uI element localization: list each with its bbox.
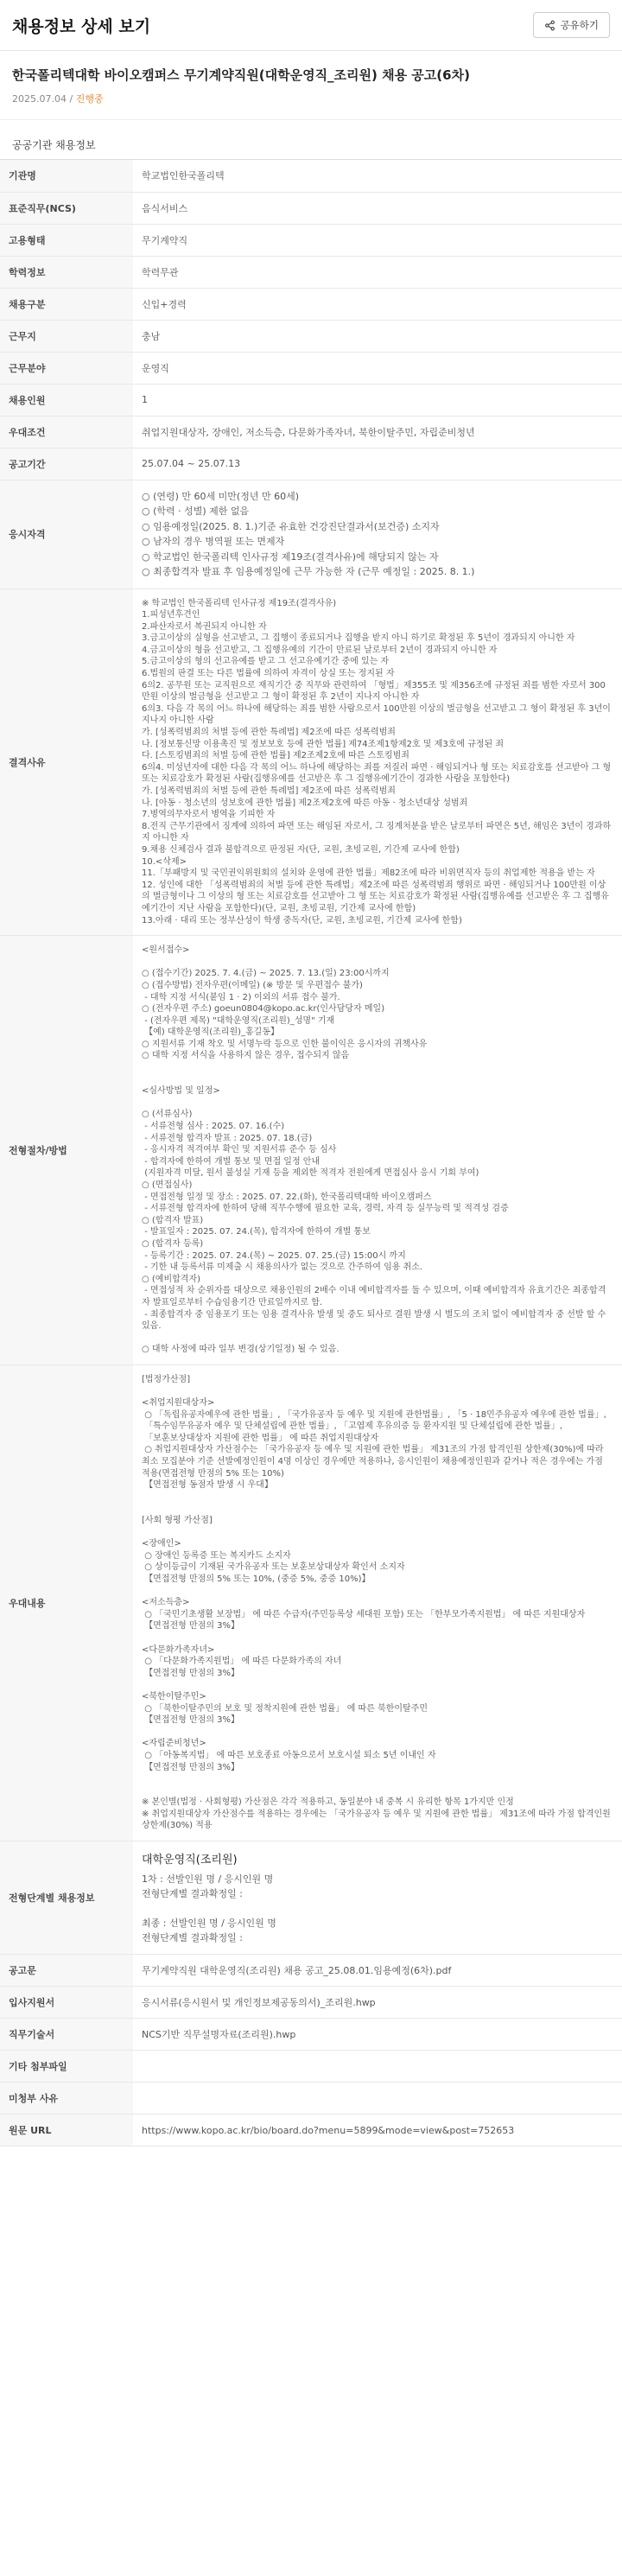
row-value-attachments [133, 2051, 622, 2083]
job-meta [12, 92, 610, 105]
share-button[interactable] [533, 12, 610, 38]
table-row [0, 2019, 622, 2051]
row-label-institution: 기관명 [0, 160, 133, 192]
table-row [0, 1364, 622, 1841]
row-label-url: 원문 URL [0, 2115, 133, 2147]
share-icon [544, 20, 555, 31]
row-label-notice-file: 공고문 [0, 1955, 133, 1987]
table-row [0, 1955, 622, 1987]
table-row [0, 1841, 622, 1955]
row-label-attachments: 기타 첨부파일 [0, 2051, 133, 2083]
row-label-employment: 고용형태 [0, 224, 133, 256]
posted-date: 2025.07.04 / [12, 93, 73, 105]
table-row [0, 224, 622, 256]
row-label-education: 학력정보 [0, 256, 133, 288]
row-label-description: 직무기술서 [0, 2019, 133, 2051]
row-label-preferential: 우대내용 [0, 1364, 133, 1841]
row-label-hire-type: 채용구분 [0, 288, 133, 320]
table-row [0, 320, 622, 352]
table-row [0, 192, 622, 224]
row-label-period: 공고기간 [0, 448, 133, 480]
job-info-table [0, 160, 622, 2147]
job-header [0, 51, 622, 120]
row-value-disqualification: ※ 학교법인 한국폴리텍 인사규정 제19조(결격사유) 1.피성년후견인 2.파산자로서 복권되지 아니한 자 3.금고이상의 실형을 선고받고, 그 집행이 종료되거나 집행을 받지 아니 하기로 확정된 후 5년이 경과되지 아니한 자 4.금고이상의 형을 선고받고, 그 집행유예의 기간이 만료된 날로부터 2년이 경과되지 아니한 자 5.금고이상의 형의 선고유예를 받고 그 선고유예기간 중에 있는 자 6.법원의 판결 또는 다른 법률에 의하여 자격이 상실 또는 정지된 자 6의2. 공무원 또는 교직원으로 재직기간 중 직무와 관련하여 「형법」제355조 및 제356조에 규정된 죄를 범한 자로서 300만원 이상의 벌금형을 선고받고 그 형이 확정된 후 2년이 지나지 아니한 자 6의3. 다음 각 목의 어느 하나에 해당하는 죄를 범한 사람으로서 100만원 이상의 벌금형을 선고받고 그 형이 확정된 후 3년이 지나지 아니한 사람 가. [성폭력범죄의 처벌 등에 관한 특례법] 제2조에 따른 성폭력범죄 나. [정보통신망 이용촉진 및 정보보호 등에 관한 법률] 제74조제1항제2호 및 제3호에 규정된 죄 다. [스토킹범죄의 처벌 등에 관한 법률] 제2조제2호에 따른 스토킹범죄 6의4. 미성년자에 대한 다음 각 목의 어느 하나에 해당하는 죄를 저질러 파면 · 해임되거나 형 또는 치료감호를 선고받아 그 형 또는 치료감호가 확정된 사람(집행유예를 선고받은 후 그 집행유예기간이 경과한 사람을 포함한다) 가. [성폭력범죄의 처벌 등에 관한 특례법] 제2조에 따른 성폭력범죄 나. [아동 · 청소년의 성보호에 관한 법률] 제2조제2호에 따른 아동 · 청소년대상 성범죄 7.병역의무자로서 병역을 기피한 자 8.전직 근무기관에서 징계에 의하여 파면 또는 해임된 자로서, 그 징계처분을 받은 날로부터 파면은 5년, 해임은 3년이 경과하지 아니한 자 9.채용 신체검사 결과 불합격으로 판정된 자(단, 교원, 초빙교원, 기간제 교사에 한함) 10.<삭제> 11.「부패방지 및 국민권익위원회의 설치와 운영에 관한 법률」제82조에 따라 비위면직자 등의 취업제한 적용을 받는 자 12. 성인에 대한 「성폭력범죄의 처벌 등에 관한 특례법」제2조에 따른 성폭력범죄 행위로 파면 · 해임되거나 100만원 이상의 벌금형이나 그 이상의 형 또는 치료감호를 선고받아 그 형 또는 치료감호가 확정된 사람(집행유예를 선고받은 후 그 집행유예기간이 지난 사람을 포함한다)(단, 교원, 초빙교원, 기간제 교사에 한함) 13.아래 · 대리 또는 정부산성이 학생 중독자(단, 교원, 초빙교원, 기간제 교사에 한함) [133, 588, 622, 936]
row-label-application: 입사지원서 [0, 1987, 133, 2019]
application-file-link[interactable]: 응시서류(응시원서 및 개인정보제공동의서)_조리원.hwp [133, 1987, 622, 2019]
row-label-location: 근무지 [0, 320, 133, 352]
row-label-procedure: 전형절차/방법 [0, 936, 133, 1365]
table-row [0, 2115, 622, 2147]
status-badge: 진행중 [75, 93, 104, 105]
job-title: 한국폴리텍대학 바이오캠퍼스 무기계약직원(대학운영직_조리원) 채용 공고(6차) [12, 67, 470, 83]
row-label-ncs: 표준직무(NCS) [0, 192, 133, 224]
table-row [0, 480, 622, 588]
per-area-name: 대학운영직(조리원) [142, 1854, 238, 1867]
table-row [0, 160, 622, 192]
row-label-per-area: 전형단계별 채용정보 [0, 1841, 133, 1955]
row-value-preference: 취업지원대상자, 장애인, 저소득층, 다문화가족자녀, 북한이탈주민, 자립준비청년 [133, 416, 622, 448]
row-value-headcount: 1 [133, 384, 622, 416]
share-label: 공유하기 [560, 19, 599, 31]
row-value-per-area [133, 1841, 622, 1955]
table-row [0, 2083, 622, 2115]
row-value-period: 25.07.04 ~ 25.07.13 [133, 448, 622, 480]
row-label-no-hire-reason: 미청부 사유 [0, 2083, 133, 2115]
table-row [0, 448, 622, 480]
row-label-field: 근무분야 [0, 352, 133, 384]
table-row [0, 288, 622, 320]
row-value-ncs: 음식서비스 [133, 192, 622, 224]
row-label-preference: 우대조건 [0, 416, 133, 448]
row-value-qualification: ○ (연령) 만 60세 미만(정년 만 60세) ○ (학력 · 성별) 제한 없음 ○ 임용예정일(2025. 8. 1.)기준 유효한 건강진단결과서(보건증) 소지자 ○ 남자의 경우 병역필 또는 면제자 ○ 학교법인 한국폴리텍 인사규정 제19조(결격사유)에 해당되지 않는 자 ○ 최종합격자 발표 후 임용예정일에 근무 가능한 자 (근무 예정일 : 2025. 8. 1.) [133, 480, 622, 588]
description-file-link[interactable]: NCS기반 직무설명자료(조리원).hwp [133, 2019, 622, 2051]
source-url-link[interactable]: https://www.kopo.ac.kr/bio/board.do?menu=5899&mode=view&post=752653 [133, 2115, 622, 2147]
table-row [0, 352, 622, 384]
notice-file-link[interactable]: 무기계약직원 대학운영직(조리원) 채용 공고_25.08.01.임용예정(6차).pdf [133, 1955, 622, 1987]
table-row [0, 256, 622, 288]
row-value-employment: 무기계약직 [133, 224, 622, 256]
table-row [0, 2051, 622, 2083]
section-title: 공공기관 채용정보 [0, 120, 622, 160]
row-value-no-hire-reason [133, 2083, 622, 2115]
table-row [0, 1987, 622, 2019]
row-value-education: 학력무관 [133, 256, 622, 288]
row-value-hire-type: 신입+경력 [133, 288, 622, 320]
table-row [0, 588, 622, 936]
row-label-disqualification: 결격사유 [0, 588, 133, 936]
table-row [0, 384, 622, 416]
row-value-location: 충남 [133, 320, 622, 352]
table-row [0, 416, 622, 448]
table-row [0, 936, 622, 1365]
row-label-qualification: 응시자격 [0, 480, 133, 588]
row-label-headcount: 채용인원 [0, 384, 133, 416]
per-area-lines: 1차 : 선발인원 명 / 응시인원 명 전형단계별 결과확정일 : 최종 : 선발인원 명 / 응시인원 명 전형단계별 결과확정일 : [142, 1873, 276, 1944]
top-bar [0, 0, 622, 51]
row-value-field: 운영직 [133, 352, 622, 384]
row-value-procedure: <원서접수> ○ (접수기간) 2025. 7. 4.(금) ~ 2025. 7. 13.(일) 23:00시까지 ○ (접수방법) 전자우편(이메일) (※ 방문 및 우편접수 불가) - 대학 지정 서식(붙임 1 · 2) 이외의 서류 접수 불가. ○ (전자우편 주소) goeun0804@kopo.ac.kr(인사담당자 메일) - (전자우편 제목) "대학운영직(조리원)_성명" 기재 【예) 대학운영직(조리원)_홍길동】 ○ 지원서류 기재 착오 및 서명누락 등으로 인한 불이익은 응시자의 귀책사유 ○ 대학 지정 서식을 사용하지 않은 경우, 접수되지 않음 <심사방법 및 일정> ○ (서류심사) - 서류전형 심사 : 2025. 07. 16.(수) - 서류전형 합격자 발표 : 2025. 07. 18.(금) - 응시자격 적격여부 확인 및 지원서류 준수 등 심사 - 합격자에 한하여 개별 통보 및 면접 일정 안내 (지원자격 미달, 원서 불성실 기재 등을 제외한 적격자 전원에게 면접심사 응시 기회 부여) ○ (면접심사) - 면접전형 일정 및 장소 : 2025. 07. 22.(화), 한국폴리텍대학 바이오캠퍼스 - 서류전형 합격자에 한하여 당해 직무수행에 필요한 교육, 경력, 자격 등 실무능력 및 적격성 검증 ○ (합격자 발표) - 발표일자 : 2025. 07. 24.(목), 합격자에 한하여 개별 통보 ○ (합격자 등록) - 등록기간 : 2025. 07. 24.(목) ~ 2025. 07. 25.(금) 15:00시 까지 - 기한 내 등록서류 미제출 시 채용의사가 없는 것으로 간주하여 임용 취소. ○ (예비합격자) - 면접성적 차 순위자를 대상으로 채용인원의 2배수 이내 예비합격자를 둘 수 있으며, 이때 예비합격자 유효기간은 최종합격자 발표일로부터 수습임용기간 만료일까지로 함. - 최종합격자 중 임용포기 또는 임용 결격사유 발생 및 중도 퇴사로 결원 발생 시 별도의 조치 없이 예비합격자 중 선발 할 수 있음. ○ 대학 사정에 따라 일부 변경(상기일정) 될 수 있음. [133, 936, 622, 1365]
row-value-institution: 학교법인한국폴리텍 [133, 160, 622, 192]
row-value-preferential: [법정가산점] <취업지원대상자> ○ 「독립유공자예우에 관한 법률」, 「국가유공자 등 예우 및 지원에 관한법률」, 「5 · 18민주유공자 예우에 관한 법률」, 「특수임무유공자 예우 및 단체설립에 관한 법률」, 「고엽제 후유의증 등 환자지원 및 단체설립에 관한 법률」, 「보훈보상대상자 지원에 관한 법률」 에 따른 취업지원대상자 ○ 취업지원대상자 가산점수는 「국가유공자 등 예우 및 지원에 관한 법률」 제31조의 가점 합격인원 상한제(30%)에 따라 최소 모집분야 기준 선발예정인원이 4명 이상인 경우에만 적용하나, 응시인원이 채용예정인원과 같거나 적은 경우에는 가점 적용(면접전형 만점의 5% 또는 10%) 【면접전형 동점자 발생 시 우대】 [사회 형평 가산점] <장애인> ○ 장애인 등록증 또는 복지카드 소지자 ○ 상이등급이 기재된 국가유공자 또는 보훈보상대상자 확인서 소지자 【면접전형 만점의 5% 또는 10%, (중증 5%, 중증 10%)】 <저소득층> ○ 「국민기초생활 보장법」 에 따른 수급자(주민등록상 세대원 포함) 또는 「한부모가족지원법」 에 따른 지원대상자 【면접전형 만점의 3%】 <다문화가족자녀> ○ 「다문화가족지원법」 에 따른 다문화가족의 자녀 【면접전형 만점의 3%】 <북한이탈주민> ○ 「북한이탈주민의 보호 및 정착지원에 관한 법률」 에 따른 북한이탈주민 【면접전형 만점의 3%】 <자립준비청년> ○ 「아동복지법」 에 따른 보호종료 아동으로서 보호시설 퇴소 5년 이내인 자 【면접전형 만점의 3%】 ※ 본인별(법정 · 사회형평) 가산점은 각각 적용하고, 동일분야 내 중복 시 유리한 항목 1가지만 인정 ※ 취업지원대상자 가산점수를 적용하는 경우에는 「국가유공자 등 예우 및 지원에 관한 법률」 제31조에 따라 가점 합격인원 상한제(30%) 적용 [133, 1364, 622, 1841]
page-title: 채용정보 상세 보기 [12, 16, 151, 36]
